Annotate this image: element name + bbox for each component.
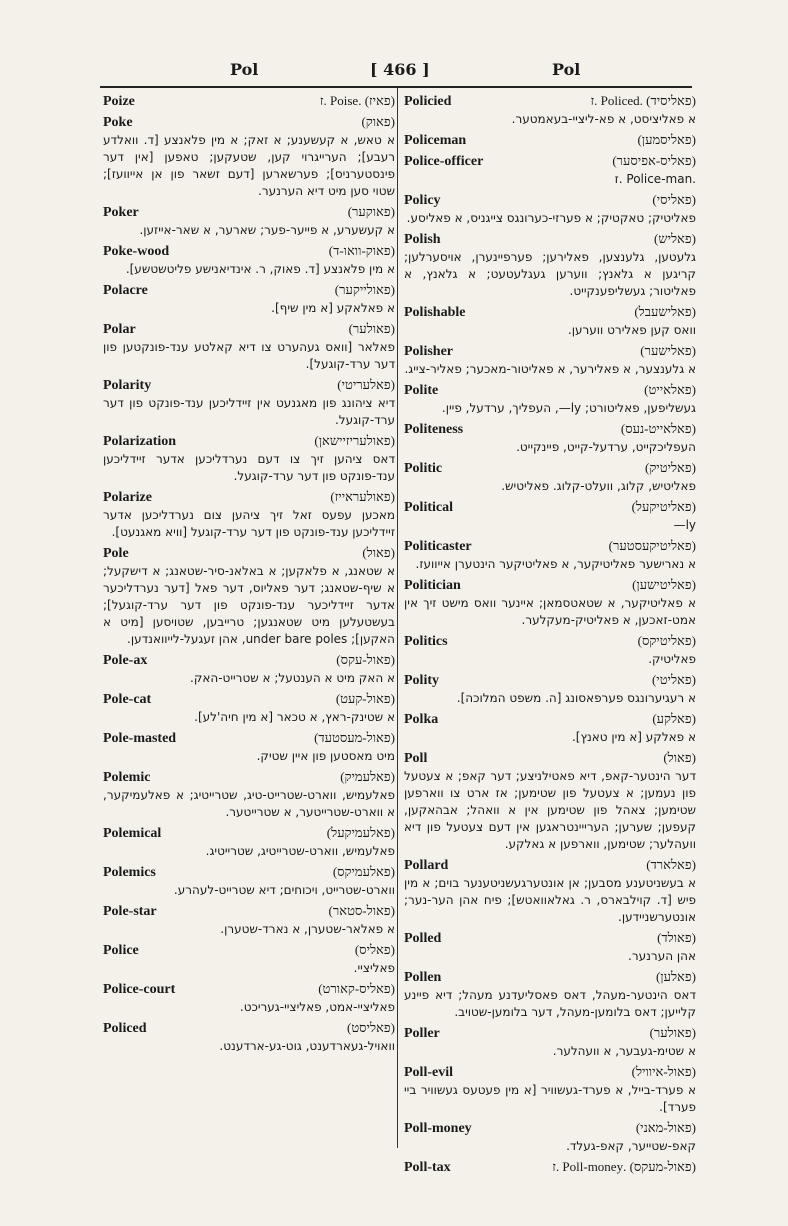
headword: Polisher <box>404 344 453 359</box>
definition: גלעטען, גלענצען, פאלירען; פערפיינערן, אויסערלען; קריגען א גלאנץ; ווערען געגלעטעט; א גלאנץ, א פאליטור; געשליפענקייט. <box>404 250 696 298</box>
right-column <box>404 92 696 1179</box>
pronunciation: (פאלישער) <box>640 343 696 358</box>
pronunciation: (פאול-איוויל) <box>631 1064 696 1079</box>
entry-headline <box>404 1158 696 1176</box>
dictionary-entry <box>103 92 395 110</box>
headword: Polishable <box>404 305 466 320</box>
definition: פאליציי. <box>353 961 395 975</box>
pronunciation: (פאליס) <box>354 942 395 957</box>
entry-headline <box>103 651 395 669</box>
pronunciation: (פאליסיד) .Policed .ז <box>590 93 696 108</box>
pronunciation: (פאלעמיקעל) <box>326 825 395 840</box>
pronunciation: (פאלארד) <box>646 857 696 872</box>
entry-headline <box>404 968 696 986</box>
entry-headline <box>404 710 696 728</box>
definition: דיא ציהונג פון מאגנעט אין זיידליכען ענד-פונקט פון דער ערד-קוגעל. <box>103 396 395 427</box>
entry-headline <box>404 749 696 767</box>
dictionary-entry <box>103 824 395 860</box>
definition: וואס קען פאלירט ווערען. <box>567 323 696 337</box>
pronunciation: (פאול-עקס) <box>336 652 395 667</box>
header-left-guide-word: Pol <box>230 60 259 79</box>
entry-headline <box>404 342 696 360</box>
headword: Politician <box>404 578 461 593</box>
definition: א פאלאר-שטערן, א נארד-שטערן. <box>220 922 395 936</box>
definition: א שטאנג, א פלאקען; א באלאנ-סיר-שטאנג; א דישקעל; א שיף-שטאנג; דער פאליוס, דער פאל [דער נערדליכער אדער זיידליכער ענד-פונקט פון דער ערד-קוגעל]; בעשטעלען מיט שטאנגען; טרייבען, שטויסען [מיט א האקען]; under bare poles, אהן זעגעל-לייוואנדען. <box>103 564 395 646</box>
pronunciation: (פאוקער) <box>347 204 395 219</box>
page-header <box>100 60 690 82</box>
headword: Pole-star <box>103 904 157 919</box>
entry-headline <box>103 729 395 747</box>
headword: Poke <box>103 115 133 130</box>
pronunciation: (פאליטיקס) <box>637 633 696 648</box>
pronunciation: (פאוק-וואו-ד) <box>328 243 395 258</box>
dictionary-entry <box>103 113 395 200</box>
pronunciation: (פאלאייט) <box>644 382 696 397</box>
definition: דאס הינטער-מעהל, דאס פאסליעדנע מעהל; דיא פיינע קלייען; דאס בלומען-מעהל, דער בלומען-שטויב. <box>404 988 696 1019</box>
definition: פאלעמיש, ווארט-שטרייטיג, שטרייטיג. <box>205 844 395 858</box>
column-divider <box>397 88 398 1148</box>
headword: Polarity <box>103 378 152 393</box>
headword: Policed <box>103 1021 147 1036</box>
headword: Poker <box>103 205 139 220</box>
pronunciation: (פאולייקער) <box>334 282 395 297</box>
definition: א רעגיערונגס פערפאסונג [ה. משפט המלוכה]. <box>456 691 696 705</box>
entry-headline <box>404 131 696 149</box>
entry-headline <box>404 1063 696 1081</box>
definition: א פערד-בייל, א פערד-געשוויר [א מין פעטעס געשוויר ביי פערד]. <box>404 1083 696 1114</box>
dictionary-entry <box>103 651 395 687</box>
pronunciation: (פאליסמען) <box>637 132 696 147</box>
headword: Poll-tax <box>404 1160 451 1175</box>
dictionary-entry <box>103 690 395 726</box>
pronunciation: (פאליסט) <box>346 1020 395 1035</box>
entry-headline <box>404 459 696 477</box>
pronunciation: (פאול) <box>663 750 696 765</box>
definition: געשליפען, פאליטורט; ly—, העפליך, ערדעל, פיין. <box>441 401 696 415</box>
definition: ווארט-שטרייט, ויכוחים; דיא שטרייט-לעהרע. <box>173 883 395 897</box>
dictionary-entry <box>404 131 696 149</box>
dictionary-entry <box>404 710 696 746</box>
headword: Polar <box>103 322 136 337</box>
dictionary-entry <box>103 980 395 1016</box>
headword: Polity <box>404 673 439 688</box>
dictionary-entry <box>404 342 696 378</box>
definition: קאפ-שטייער, קאפ-געלד. <box>566 1139 696 1153</box>
entry-headline <box>404 856 696 874</box>
entry-headline <box>103 980 395 998</box>
entry-headline <box>103 690 395 708</box>
entry-headline <box>404 498 696 516</box>
header-rule <box>100 86 692 88</box>
dictionary-entry <box>404 749 696 853</box>
headword: Policeman <box>404 133 467 148</box>
dictionary-entry <box>404 1024 696 1060</box>
entry-headline <box>103 281 395 299</box>
definition: מיט מאסטען פון איין שטיק. <box>256 749 395 763</box>
dictionary-entry <box>103 320 395 373</box>
definition: דער הינטער-קאפ, דיא פאטילניצע; דער קאפ; א צעטעל פון נעמען; א צעטעל פון שטימען; אז ארט צו ווארפען שטימען; צאהל פון שטימען אין א וואהל; אבהאקען, קעפען; שערען; הערייינטראגען אין דעם צעטעל פון דיא וועהלער; שטימען, ווארפען א גאלקע. <box>404 769 696 851</box>
entry-headline <box>103 488 395 506</box>
definition: א פאלאקע [א מין שיף]. <box>271 301 395 315</box>
definition: וואויל-געארדענט, גוט-גע-ארדענט. <box>219 1039 395 1053</box>
pronunciation: (פאול-קעט) <box>335 691 395 706</box>
dictionary-entry <box>404 92 696 128</box>
headword: Pollard <box>404 858 449 873</box>
headword: Polarize <box>103 490 152 505</box>
headword: Police <box>103 943 139 958</box>
dictionary-entry <box>404 576 696 629</box>
left-column <box>103 92 395 1058</box>
definition: א נארישער פאליטיקער, א פאליטיקער הינטערן אייוועז. <box>415 557 696 571</box>
pronunciation: (פאליטיק) <box>645 460 696 475</box>
definition: .Police-man .ז <box>614 172 696 186</box>
pronunciation: (פאליטישען) <box>632 577 696 592</box>
dictionary-entry <box>404 152 696 188</box>
headword: Police-officer <box>404 154 484 169</box>
headword: Pole-cat <box>103 692 152 707</box>
dictionary-entry <box>404 856 696 926</box>
dictionary-entry <box>103 281 395 317</box>
pronunciation: (פאלעמיקס) <box>332 864 395 879</box>
pronunciation: (פאולד) <box>657 930 696 945</box>
definition: א גלענצער, א פאלירער, א פאליטור-מאכער; פאליר-צייג. <box>404 362 696 376</box>
headword: Poll-money <box>404 1121 472 1136</box>
definition: פאלעמיש, ווארט-שטרייט-טיג, שטרייטיג; א פאלעמיקער, א ווארט-שטרייטער, א שטרייטער. <box>103 788 395 819</box>
pronunciation: (פאליטי) <box>651 672 696 687</box>
entry-headline <box>103 1019 395 1037</box>
headword: Politeness <box>404 422 464 437</box>
definition: פאלאר [וואס געהערט צו דיא קאלטע ענד-פונקטען פון דער ערד-קוגעל]. <box>103 340 395 371</box>
entry-headline <box>103 863 395 881</box>
pronunciation: (פאליטיקעל) <box>631 499 696 514</box>
definition: פאליטיש, קלוג, וועלט-קלוג. פאליטיש. <box>501 479 696 493</box>
entry-headline <box>103 768 395 786</box>
dictionary-entry <box>404 671 696 707</box>
headword: Poize <box>103 94 135 109</box>
headword: Pollen <box>404 970 442 985</box>
definition: א שטימ-געבער, א וועהלער. <box>552 1044 696 1058</box>
headword: Pole <box>103 546 129 561</box>
headword: Polemics <box>103 865 156 880</box>
entry-headline <box>103 941 395 959</box>
pronunciation: (פאליס-אפיסער) <box>612 153 696 168</box>
headword: Policy <box>404 193 441 208</box>
headword: Pole-ax <box>103 653 148 668</box>
entry-headline <box>404 92 696 110</box>
headword: Politicaster <box>404 539 472 554</box>
headword: Polish <box>404 232 441 247</box>
pronunciation: (פאליטיקעסטער) <box>608 538 696 553</box>
pronunciation: (פאולער) <box>348 321 395 336</box>
headword: Poll <box>404 751 428 766</box>
entry-headline <box>404 303 696 321</box>
dictionary-entry <box>103 1019 395 1055</box>
page-number: [ 466 ] <box>370 60 430 79</box>
headword: Police-court <box>103 982 176 997</box>
headword: Poke-wood <box>103 244 170 259</box>
definition: מאכען עפעס זאל זיך ציהען צום נערדליכען אדער זיידליכען ענד-פונקט פון דער ערד-קוגעל [וויא מאגנעט]. <box>103 508 395 539</box>
pronunciation: (פאולעריזיישאן) <box>314 433 395 448</box>
headword: Poll-evil <box>404 1065 453 1080</box>
entry-headline <box>404 420 696 438</box>
entry-headline <box>404 191 696 209</box>
entry-headline <box>103 92 395 110</box>
pronunciation: (פאול-מאני) <box>635 1120 696 1135</box>
definition: א פאליציסט, א פא-ליציי-בעאמטער. <box>511 112 696 126</box>
headword: Polacre <box>103 283 148 298</box>
definition: העפליכקייט, ערדעל-קייט, פיינקייט. <box>516 440 696 454</box>
definition: א טאש, א קעשענע; א זאק; א מין פלאנצע [ד. וואלדע רעבע]; הערייגרוי קען, שטעקען; טאפען [אין דער פינסטערניס]; פערשארען [דעם זשאר פון אן אייוועז]; שטוי סען מיט דיא הערנער. <box>103 133 395 198</box>
entry-headline <box>404 152 696 170</box>
dictionary-entry <box>404 498 696 534</box>
entry-headline <box>103 242 395 260</box>
pronunciation: (פאלקע) <box>652 711 696 726</box>
pronunciation: (פאלאייט-נעס) <box>620 421 696 436</box>
entry-headline <box>404 381 696 399</box>
pronunciation: (פאלעמיק) <box>340 769 395 784</box>
entry-headline <box>103 113 395 131</box>
dictionary-entry <box>103 242 395 278</box>
headword: Polite <box>404 383 439 398</box>
headword: Politic <box>404 461 443 476</box>
entry-headline <box>103 376 395 394</box>
headword: Polemical <box>103 826 162 841</box>
pronunciation: (פאליש) <box>654 231 696 246</box>
entry-headline <box>404 1024 696 1042</box>
entry-headline <box>404 537 696 555</box>
definition: פאליטיק; טאקטיק; א פערזי-כערונגס צייגניס, א פאליסע. <box>406 211 696 225</box>
dictionary-entry <box>103 941 395 977</box>
entry-headline <box>404 230 696 248</box>
dictionary-entry <box>103 376 395 429</box>
entry-headline <box>404 1119 696 1137</box>
definition: א האק מיט א הענטעל; א שטרייט-האק. <box>190 671 395 685</box>
dictionary-entry <box>404 191 696 227</box>
dictionary-entry <box>404 1119 696 1155</box>
headword: Polemic <box>103 770 151 785</box>
pronunciation: (פאול) <box>362 545 395 560</box>
entry-headline <box>103 432 395 450</box>
definition: פאליציי-אמט, פאליציי-געריכט. <box>239 1000 395 1014</box>
entry-headline <box>404 576 696 594</box>
dictionary-entry <box>103 768 395 821</box>
definition: א בעשניטענע מסבען; אן אונטערגעשניטענער בוים; א מין פיש [ד. קוילבארס, ר. גאלאוואטש]; פיח אהן הער-נער; אונטערשניידען. <box>404 876 696 924</box>
dictionary-entry <box>103 902 395 938</box>
dictionary-entry <box>404 1063 696 1116</box>
definition: א שטינק-ראץ, א טכאר [א מין חיה'לע]. <box>194 710 395 724</box>
headword: Pole-masted <box>103 731 177 746</box>
dictionary-entry <box>404 968 696 1021</box>
dictionary-entry <box>103 544 395 648</box>
pronunciation: (פאליסי) <box>652 192 696 207</box>
entry-headline <box>404 671 696 689</box>
dictionary-entry <box>404 381 696 417</box>
headword: Politics <box>404 634 448 649</box>
definition: א מין פלאנצע [ד. פאוק, ר. אינדיאנישע פליטשטשע]. <box>125 262 395 276</box>
pronunciation: (פאליס-קאורט) <box>318 981 395 996</box>
dictionary-entry <box>404 459 696 495</box>
entry-headline <box>103 902 395 920</box>
definition: דאס ציהען זיך צו דעם נערדליכען אדער זיידליכען ענד-פונקט פון דער ערד-קוגעל. <box>103 452 395 483</box>
entry-headline <box>103 824 395 842</box>
dictionary-entry <box>103 488 395 541</box>
dictionary-entry <box>404 303 696 339</box>
dictionary-entry <box>404 632 696 668</box>
pronunciation: (פאלישעבל) <box>634 304 696 319</box>
definition: א פאליטיקער, א שטאטסמאן; איינער וואס מישט זיך אין אמט-זאכען, א פאליטיק-מעקלער. <box>404 596 696 627</box>
pronunciation: (פאיז) .Poise .ז <box>319 93 395 108</box>
dictionary-entry <box>404 420 696 456</box>
header-right-guide-word: Pol <box>552 60 581 79</box>
definition: ly— <box>673 518 696 532</box>
entry-headline <box>103 203 395 221</box>
pronunciation: (פאול-מעקס) .Poll-money .ז <box>552 1159 696 1174</box>
pronunciation: (פאלען) <box>655 969 696 984</box>
dictionary-entry <box>103 432 395 485</box>
definition: אהן הערנער. <box>628 949 696 963</box>
definition: א קעשערע, א פייער-פער; שארער, א שאר-אייזען. <box>139 223 395 237</box>
headword: Polled <box>404 931 442 946</box>
entry-headline <box>103 320 395 338</box>
dictionary-entry <box>404 537 696 573</box>
definition: פאליטיק. <box>648 652 696 666</box>
dictionary-entry <box>103 729 395 765</box>
headword: Polka <box>404 712 439 727</box>
pronunciation: (פאול-סטאר) <box>328 903 395 918</box>
headword: Policied <box>404 94 452 109</box>
pronunciation: (פאוק) <box>361 114 395 129</box>
headword: Political <box>404 500 453 515</box>
headword: Poller <box>404 1026 440 1041</box>
pronunciation: (פאולער) <box>649 1025 696 1040</box>
dictionary-entry <box>404 230 696 300</box>
entry-headline <box>404 929 696 947</box>
definition: א פאלקע [א מין טאנץ]. <box>571 730 696 744</box>
dictionary-entry <box>103 863 395 899</box>
dictionary-entry <box>404 1158 696 1176</box>
pronunciation: (פאולעראייז) <box>330 489 395 504</box>
entry-headline <box>404 632 696 650</box>
pronunciation: (פאול-מעסטעד) <box>314 730 395 745</box>
dictionary-entry <box>103 203 395 239</box>
pronunciation: (פאלעריטי) <box>337 377 395 392</box>
entry-headline <box>103 544 395 562</box>
headword: Polarization <box>103 434 177 449</box>
dictionary-entry <box>404 929 696 965</box>
